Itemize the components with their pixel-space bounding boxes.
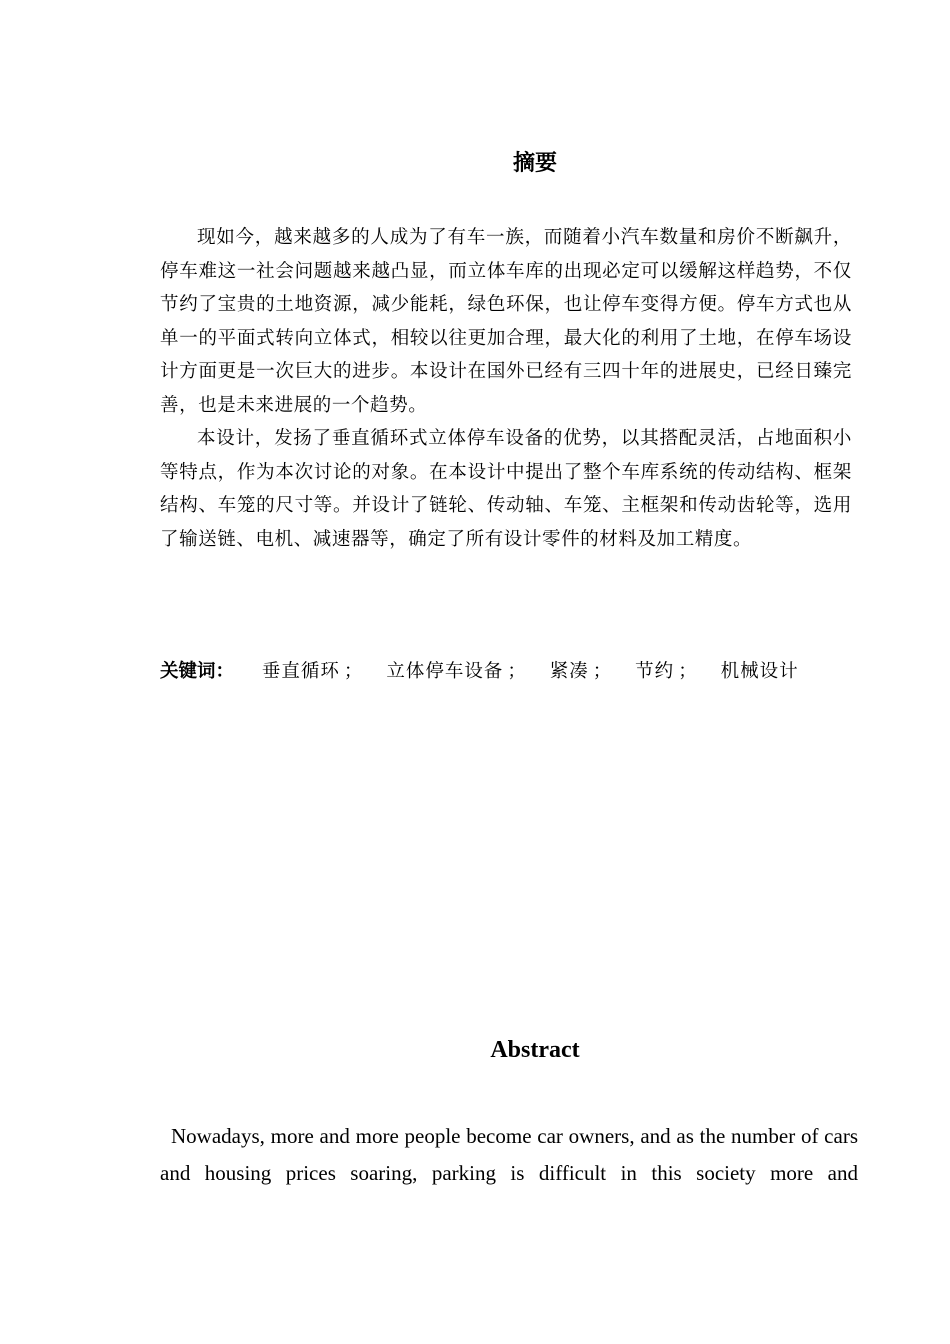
keyword-item: 立体停车设备 — [386, 661, 504, 682]
keyword-separator: ； — [678, 661, 697, 682]
keyword-item: 垂直循环 — [261, 661, 340, 682]
keywords-label: 关键词： — [160, 661, 235, 682]
keyword-separator: ； — [507, 661, 526, 682]
chinese-abstract-title: 摘要 — [512, 151, 557, 176]
keywords-line — [160, 655, 860, 689]
keyword-separator: ； — [343, 661, 363, 682]
chinese-paragraph-1: 现如今，越来越多的人成为了有车一族，而随着小汽车数量和房价不断飙升，停车难这一社会问题越来越凸显，而立体车库的出现必定可以缓解这样趋势，不仅节约了宝贵的土地资源，减少能耗，绿色环保，也让停车变得方便。停车方式也从单一的平面式转向立体式，相较以往更加合理，最大化的利用了土地，在停车场设计方面更是一次巨大的进步。本设计在国外已经有三四十年的进展史，已经日臻完善，也是未来进展的一个趋势。 — [160, 227, 852, 416]
keyword-item: 节约 — [635, 661, 675, 682]
keyword-item: 机械设计 — [720, 661, 799, 682]
english-paragraph-1: Nowadays, more and more people become car owners, and as the number of cars and housing prices soaring, parking is difficult in this society more and — [160, 1124, 858, 1185]
chinese-paragraph-2: 本设计，发扬了垂直循环式立体停车设备的优势，以其搭配灵活，占地面积小等特点，作为本次讨论的对象。在本设计中提出了整个车库系统的传动结构、框架结构、车笼的尺寸等。并设计了链轮、传动轴、车笼、主框架和传动齿轮等，选用了输送链、电机、减速器等，确定了所有设计零件的材料及加工精度。 — [160, 428, 852, 550]
keyword-separator: ； — [592, 661, 612, 682]
keyword-item: 紧凑 — [549, 661, 589, 682]
chinese-abstract-body — [160, 221, 852, 556]
english-abstract-body — [160, 1118, 858, 1192]
english-abstract-title: Abstract — [490, 1037, 580, 1063]
